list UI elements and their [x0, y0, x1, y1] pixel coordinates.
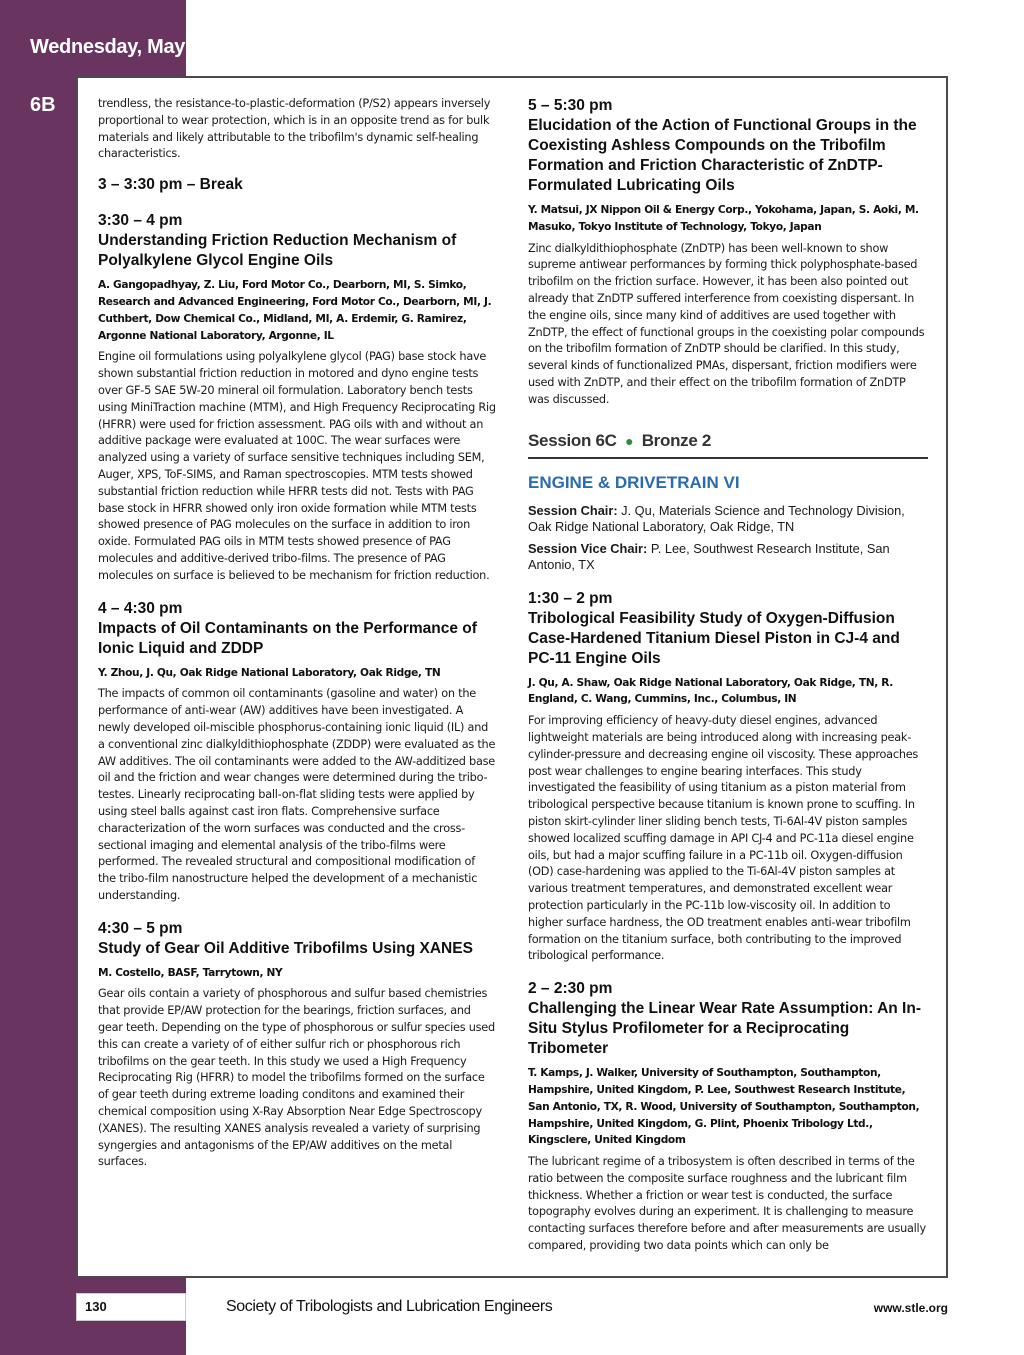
talk-time: 5 – 5:30 pm	[528, 97, 613, 114]
session-vice-chair-value: P. Lee, Southwest Research Institute, San Antonio, TX	[528, 540, 890, 572]
footer-organization: Society of Tribologists and Lubrication Engineers	[226, 1298, 553, 1315]
talk-title: Study of Gear Oil Additive Tribofilms Using XANES	[98, 939, 473, 957]
page-date: Wednesday, May 18	[30, 36, 213, 58]
talk-authors: M. Costello, BASF, Tarrytown, NY	[98, 966, 283, 979]
talk-time: 2 – 2:30 pm	[528, 980, 613, 998]
talk-title: Understanding Friction Reduction Mechanism of Polyalkylene Glycol Engine Oils	[98, 232, 457, 270]
talk-time: 3:30 – 4 pm	[98, 212, 183, 230]
session-label: 6B	[30, 94, 56, 116]
talk-authors: T. Kamps, J. Walker, University of Southampton, Southampton, Hampshire, United Kingdom, P. Lee, Southwest Research Institute, San Antonio, TX, R. Wood, University of Southampton, Southampton, Hampshire, United Kingdom, G. Plint, Phoenix Tribology Ltd., Kingsclere, United Kingdom	[528, 1067, 920, 1147]
talk-authors: A. Gangopadhyay, Z. Liu, Ford Motor Co., Dearborn, MI, S. Simko, Research and Advanced Engineering, Ford Motor Co., Dearborn, MI, J. Cuthbert, Dow Chemical Co., Midland, MI, A. Erdemir, G. Ramirez, Argonne National Laboratory, Argonne, IL	[98, 279, 492, 342]
left-column	[98, 96, 496, 1185]
talk-abstract: Zinc dialkyldithiophosphate (ZnDTP) has been well-known to show supreme antiwear performances by forming thick polyphosphate-based tribofilm on the friction surface. However, it has been also pointed out already that ZnDTP suffered interference from coexisting dispersant. In the engine oils, since many kind of additives are used together with ZnDTP, the effect of functional groups in the coexisting polar compounds on the tribofilm formation of ZnDTP should be clarified. In this study, several kinds of functionalized PMAs, dispersant, friction modifiers were used with ZnDTP, and their effect on the tribofilm formation of ZnDTP was discussed.	[528, 241, 925, 406]
talk-abstract: The impacts of common oil contaminants (gasoline and water) on the performance of anti-wear (AW) additives have been investigated. A newly developed oil-miscible phosphorus-containing ionic liquid (IL) and a conventional zinc dialkyldithiophosphate (ZDDP) were evaluated as the AW additives. The oil contaminants were added to the AW-additized base oil and the friction and wear changes were determined during the tribo-testes. Linearly reciprocating ball-on-flat sliding tests were applied by using steel balls against cast iron flats. Comprehensive surface characterization of the worn surfaces was conducted and the cross-sectional imaging and elemental analysis of the tribo-films were performed. The revealed structural and compositional modification of the tribo-film nanostructure helped the development of a mechanistic understanding.	[98, 687, 496, 902]
talk-abstract: The lubricant regime of a tribosystem is often described in terms of the ratio between the composite surface roughness and the lubricant film thickness. Whether a friction or wear test is conducted, the surface topography evolves during an experiment. It is challenging to measure contacting surfaces therefore before and after measurements are usually compared, providing two data points which can only be	[528, 1155, 926, 1253]
talk-abstract: Engine oil formulations using polyalkylene glycol (PAG) base stock have shown substantial friction reduction in motored and dyno engine tests over GF-5 SAE 5W-20 mineral oil formulation. Laboratory bench tests using MiniTraction machine (MTM), and High Frequency Reciprocating Rig (HFRR) were used for friction assessment. PAG oils with and without an additive package were evaluated at 100C. The wear surfaces were analyzed using a variety of surface sensitive techniques including SEM, Auger, XPS, ToF-SIMS, and Raman spectroscopies. MTM tests showed substantial friction reduction while HFRR tests did not. Tests with PAG base stock in HFRR showed only iron oxide formation while MTM tests showed presence of PAG molecules on the surface in addition to iron oxide. Formulated PAG oils in MTM tests showed presence of PAG molecules and additive-derived tribo-films. The presence of PAG molecules on surface is believed to be mechanism for friction reduction.	[98, 350, 496, 582]
talk-time: 4 – 4:30 pm	[98, 599, 183, 617]
talk-title: Tribological Feasibility Study of Oxygen-Diffusion Case-Hardened Titanium Diesel Piston in CJ-4 and PC-11 Engine Oils	[528, 609, 900, 667]
talk-item	[98, 211, 496, 584]
intro-text: trendless, the resistance-to-plastic-deformation (P/S2) appears inversely proportional to wear protection, which is in an opposite trend as for bulk materials and likely attributable to the tribofilm's dynamic self-healing characteristics.	[98, 97, 491, 161]
bullet-dot-icon: ●	[625, 432, 634, 449]
talk-time: 1:30 – 2 pm	[528, 589, 613, 607]
right-column	[528, 96, 928, 1269]
break-time: 3 – 3:30 pm – Break	[98, 176, 243, 194]
talk-abstract: Gear oils contain a variety of phosphorous and sulfur based chemistries that provide EP/AW protection for the bearings, friction surfaces, and gear teeth. Depending on the type of phosphorous or sulfur species used this can create a variety of of either sulfur rich or phosphorous rich tribofilms on the gear teeth. In this study we used a High Frequency Reciprocating Rig (HFRR) to model the tribofilms formed on the surface of gear teeth during extreme loading conditons and examined their chemical composition using X-Ray Absorption Near Edge Spectroscopy (XANES). The resulting XANES analysis revealed a variety of surprising syngergies and antagonisms of the EP/AW additives on the metal surfaces.	[98, 987, 495, 1169]
talk-title: Elucidation of the Action of Functional Groups in the Coexisting Ashless Compounds on the Tribofilm Formation and Friction Characteristic of ZnDTP-Formulated Lubricating Oils	[528, 117, 917, 194]
session-chair-label: Session Chair:	[528, 502, 618, 518]
talk-item	[528, 96, 928, 409]
session-chair	[528, 503, 928, 535]
page-number: 130	[76, 1293, 186, 1321]
session-chair-value: J. Qu, Materials Science and Technology Division, Oak Ridge National Laboratory, Oak Ridge, TN	[528, 502, 905, 534]
session-vice-chair-label: Session Vice Chair:	[528, 540, 648, 556]
content-panel	[76, 76, 948, 1278]
talk-authors: J. Qu, A. Shaw, Oak Ridge National Laboratory, Oak Ridge, TN, R. England, C. Wang, Cummins, Inc., Columbus, IN	[528, 676, 893, 706]
track-title: ENGINE & DRIVETRAIN VI	[528, 472, 740, 492]
footer-url: www.stle.org	[873, 1301, 948, 1315]
talk-authors: Y. Matsui, JX Nippon Oil & Energy Corp., Yokohama, Japan, S. Aoki, M. Masuko, Tokyo Institute of Technology, Tokyo, Japan	[528, 204, 919, 233]
talk-item	[98, 599, 496, 905]
talk-item	[528, 589, 928, 966]
talk-authors: Y. Zhou, J. Qu, Oak Ridge National Laboratory, Oak Ridge, TN	[98, 666, 441, 679]
talk-item	[98, 919, 496, 1172]
talk-title: Impacts of Oil Contaminants on the Performance of Ionic Liquid and ZDDP	[98, 619, 477, 657]
session-vice-chair	[528, 541, 928, 573]
talk-time: 4:30 – 5 pm	[98, 919, 183, 937]
session-name: Session 6C	[528, 430, 617, 450]
talk-item	[528, 979, 928, 1255]
session-heading	[528, 431, 928, 459]
talk-title: Challenging the Linear Wear Rate Assumption: An In-Situ Stylus Profilometer for a Reciprocating Tribometer	[528, 1000, 921, 1058]
talk-abstract: For improving efficiency of heavy-duty diesel engines, advanced lightweight materials are being introduced along with increasing peak-cylinder-pressure and decreasing engine oil viscosity. These approaches post wear challenges to engine bearing interfaces. This study investigated the feasibility of using titanium as a piston material from tribological perspective because titanium is known prone to scuffing. In piston skirt-cylinder liner sliding bench tests, Ti-6Al-4V piston samples showed localized scuffing damage in API CJ-4 and PC-11a diesel engine oils, but had a major scuffing failure in a PC-11b oil. Oxygen-diffusion (OD) case-hardening was applied to the Ti-6Al-4V piston samples at various treatment temperatures, and demonstrated excellent wear protection particularly in the PC-11b low-viscosity oil. In addition to higher surface hardness, the OD treatment enables anti-wear tribofilm formation on the titanium surface, both contributing to the improved tribological performance.	[528, 714, 919, 963]
session-room: Bronze 2	[641, 430, 712, 450]
